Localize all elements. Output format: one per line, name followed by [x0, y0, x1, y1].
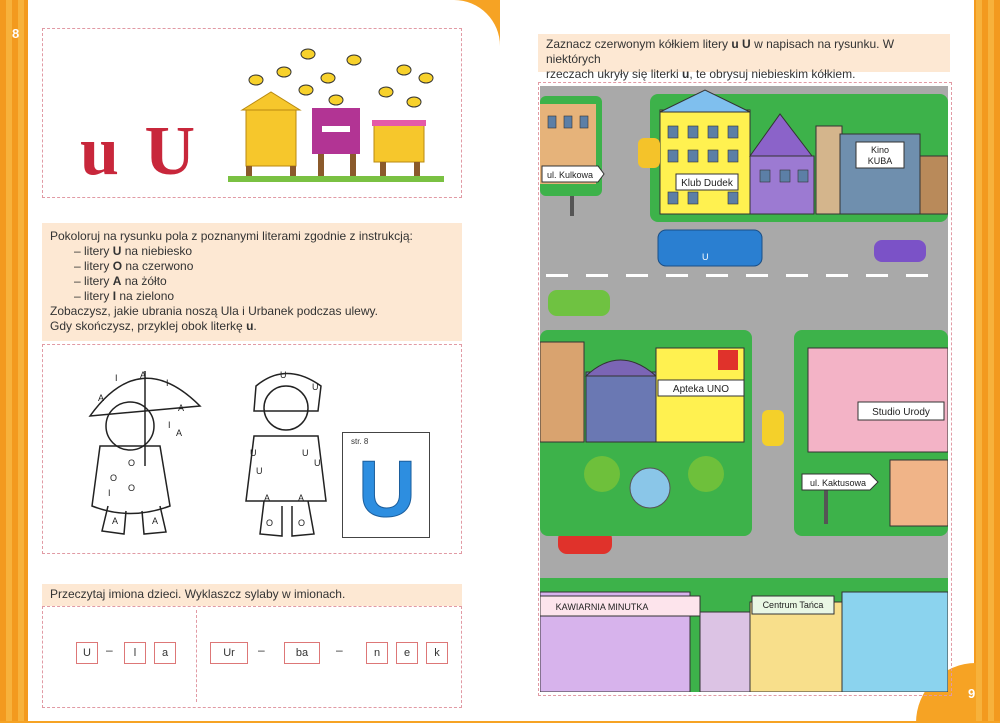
klub-dudek-sign: Klub Dudek: [681, 178, 733, 189]
syllable-box: n: [366, 642, 388, 664]
lowercase-letter: u: [80, 113, 123, 190]
sticker-letter: U: [358, 444, 416, 533]
svg-text:I: I: [115, 373, 118, 383]
apteka-sign: Apteka UNO: [672, 384, 730, 395]
syllable-box: Ur: [210, 642, 248, 664]
syllable-box: ba: [284, 642, 320, 664]
syllable-separator: –: [106, 643, 113, 657]
right-border-stripes: [970, 0, 1000, 721]
beehives-illustration: [226, 40, 448, 188]
svg-text:A: A: [152, 516, 159, 526]
svg-text:U: U: [280, 370, 287, 380]
syllable-box: l: [124, 642, 146, 664]
syllable-box: k: [426, 642, 448, 664]
kino-sign-line1: Kino: [870, 145, 890, 155]
coloring-line-2: Zobaczysz, jakie ubrania noszą Ula i Urbanek podczas ulewy.: [50, 304, 378, 318]
reading-instruction: Przeczytaj imiona dzieci. Wyklaszcz sylaby w imionach.: [42, 584, 462, 606]
uppercase-letter: U: [144, 113, 199, 190]
kino-sign-line2: KUBA: [867, 156, 893, 166]
svg-text:I: I: [166, 378, 169, 388]
boy-coloring-drawing: [236, 366, 336, 546]
coloring-instruction: [42, 223, 462, 341]
svg-text:O: O: [110, 473, 118, 483]
svg-text:I: I: [108, 488, 111, 498]
svg-text:A: A: [264, 493, 271, 503]
svg-text:A: A: [140, 370, 147, 380]
ulica-kaktusowa-sign: ul. Kaktusowa: [809, 478, 867, 488]
svg-text:U: U: [314, 458, 321, 468]
svg-text:I: I: [168, 420, 171, 430]
reading-divider: [196, 610, 197, 702]
page-number-left: 8: [12, 26, 20, 41]
svg-text:O: O: [128, 483, 136, 493]
coloring-item: – litery I na zielono: [74, 289, 175, 303]
svg-text:U: U: [256, 466, 263, 476]
syllable-box: U: [76, 642, 98, 664]
sticker-label: str. 8: [351, 437, 369, 446]
letter-pair: [80, 112, 199, 192]
coloring-intro: Pokoloruj na rysunku pola z poznanymi literami zgodnie z instrukcją:: [50, 229, 413, 243]
svg-text:O: O: [266, 518, 274, 528]
girl-coloring-drawing: [80, 356, 210, 546]
svg-text:A: A: [178, 403, 185, 413]
town-map: [540, 86, 948, 692]
svg-text:A: A: [298, 493, 305, 503]
svg-text:A: A: [176, 428, 183, 438]
svg-text:U: U: [250, 448, 257, 458]
svg-text:A: A: [98, 393, 105, 403]
coloring-list: [50, 244, 454, 304]
centrum-tanca-sign: Centrum Tańca: [762, 600, 824, 610]
kawiarnia-sign: KAWIARNIA MINUTKA: [555, 602, 649, 612]
syllable-separator: –: [336, 643, 343, 657]
studio-urody-sign: Studio Urody: [872, 407, 930, 418]
syllable-box: e: [396, 642, 418, 664]
left-border-stripes: [0, 0, 30, 721]
syllable-box: a: [154, 642, 176, 664]
map-instruction: Zaznacz czerwonym kółkiem litery u U w napisach na rysunku. W niektórych rzeczach ukryły się literki u, te obrysuj niebieskim kółkiem.: [538, 34, 950, 72]
page-number-right: 9: [968, 686, 976, 701]
syllable-separator: –: [258, 643, 265, 657]
svg-text:O: O: [298, 518, 306, 528]
coloring-line-3: Gdy skończysz, przyklej obok literkę u.: [50, 319, 257, 333]
svg-text:U: U: [312, 382, 319, 392]
svg-text:O: O: [128, 458, 136, 468]
svg-text:A: A: [112, 516, 119, 526]
svg-text:U: U: [302, 448, 309, 458]
bus-hidden-letter: U: [702, 252, 709, 262]
ulica-kulkowa-sign: ul. Kulkowa: [546, 170, 594, 180]
coloring-item: – litery U na niebiesko: [74, 244, 193, 258]
coloring-item: – litery A na żółto: [74, 274, 167, 288]
sticker-box[interactable]: [342, 432, 430, 538]
coloring-item: – litery O na czerwono: [74, 259, 194, 273]
